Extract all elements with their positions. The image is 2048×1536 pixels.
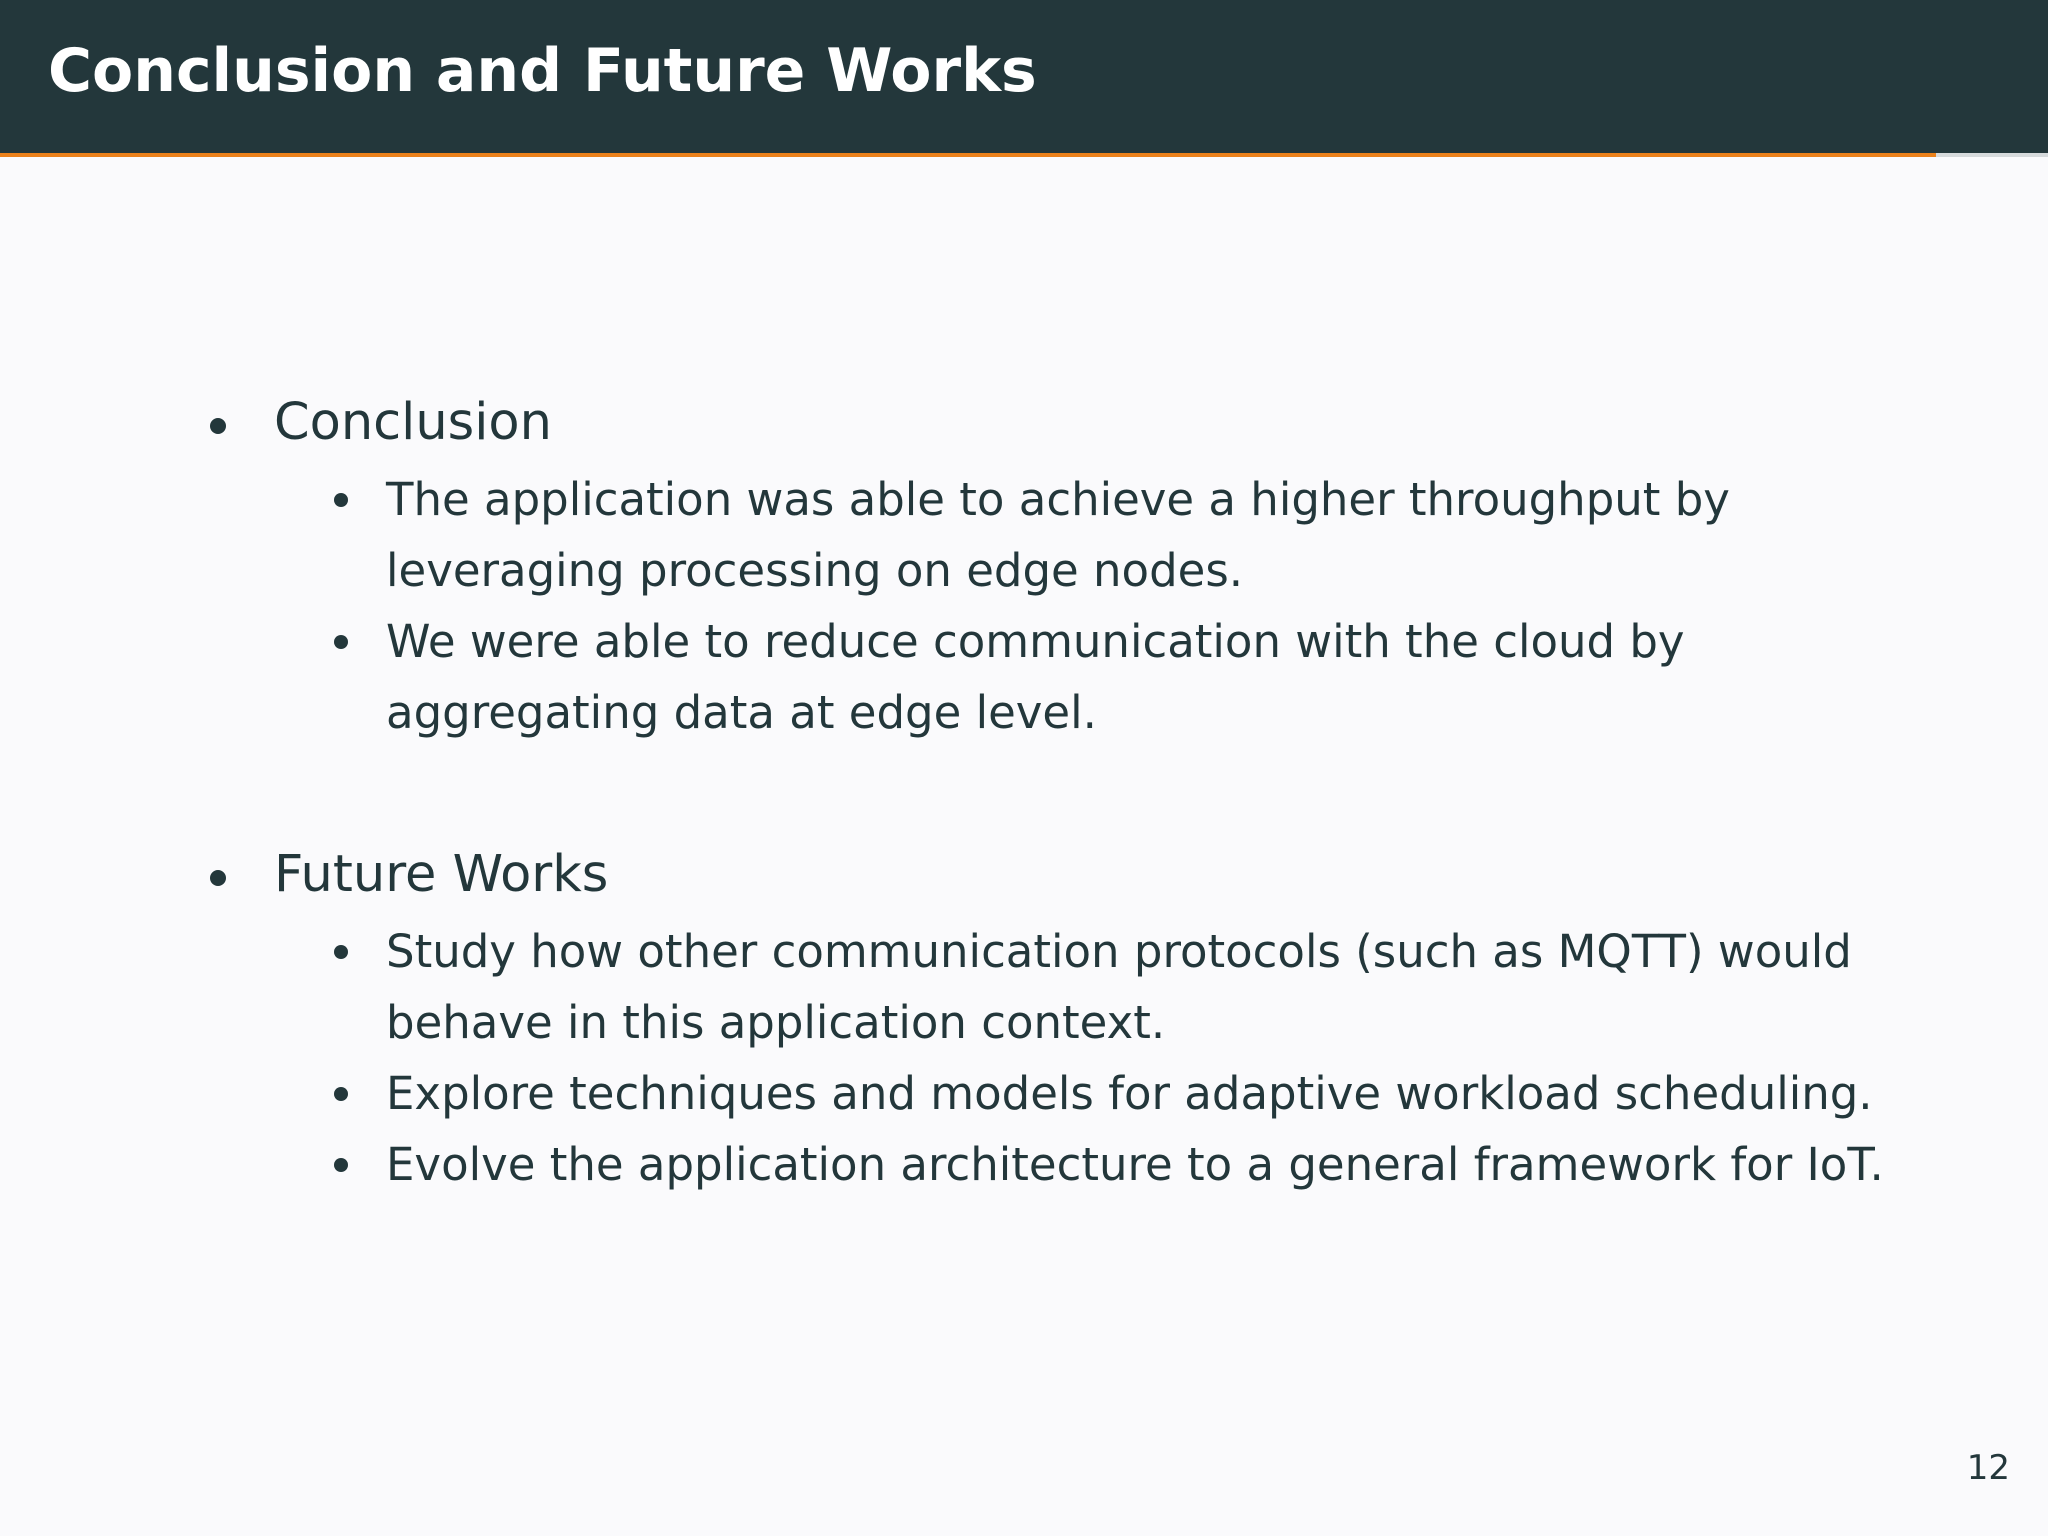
slide-title: Conclusion and Future Works [48,36,1037,106]
future-works-list [210,916,1910,1200]
section-label-future-works: Future Works [274,845,609,904]
list-item-text: Evolve the application architecture to a general framework for IoT. [386,1138,1884,1191]
page-number: 12 [1966,1448,2010,1488]
bullet-icon [334,493,348,507]
list-item [210,464,1916,606]
bullet-icon [210,418,226,434]
section-heading-row [210,842,1910,908]
section-label-conclusion: Conclusion [274,393,552,452]
list-item [210,606,1916,748]
bullet-icon [334,1158,348,1172]
conclusion-list [210,464,1910,748]
list-item [210,916,1916,1058]
list-item-text: Study how other communication protocols (such as MQTT) would behave in this application context. [386,925,1852,1049]
bullet-icon [334,945,348,959]
list-item-text: We were able to reduce communication with the cloud by aggregating data at edge level. [386,615,1685,739]
list-item [210,1129,1916,1200]
list-item-text: The application was able to achieve a higher throughput by leveraging processing on edge nodes. [386,473,1730,597]
bullet-icon [210,870,226,886]
list-item [210,1058,1916,1129]
section-heading-row [210,390,1910,456]
section-conclusion [210,390,1910,748]
list-item-text: Explore techniques and models for adaptive workload scheduling. [386,1067,1873,1120]
bullet-icon [334,1087,348,1101]
bullet-icon [334,635,348,649]
section-future-works [210,842,1910,1200]
